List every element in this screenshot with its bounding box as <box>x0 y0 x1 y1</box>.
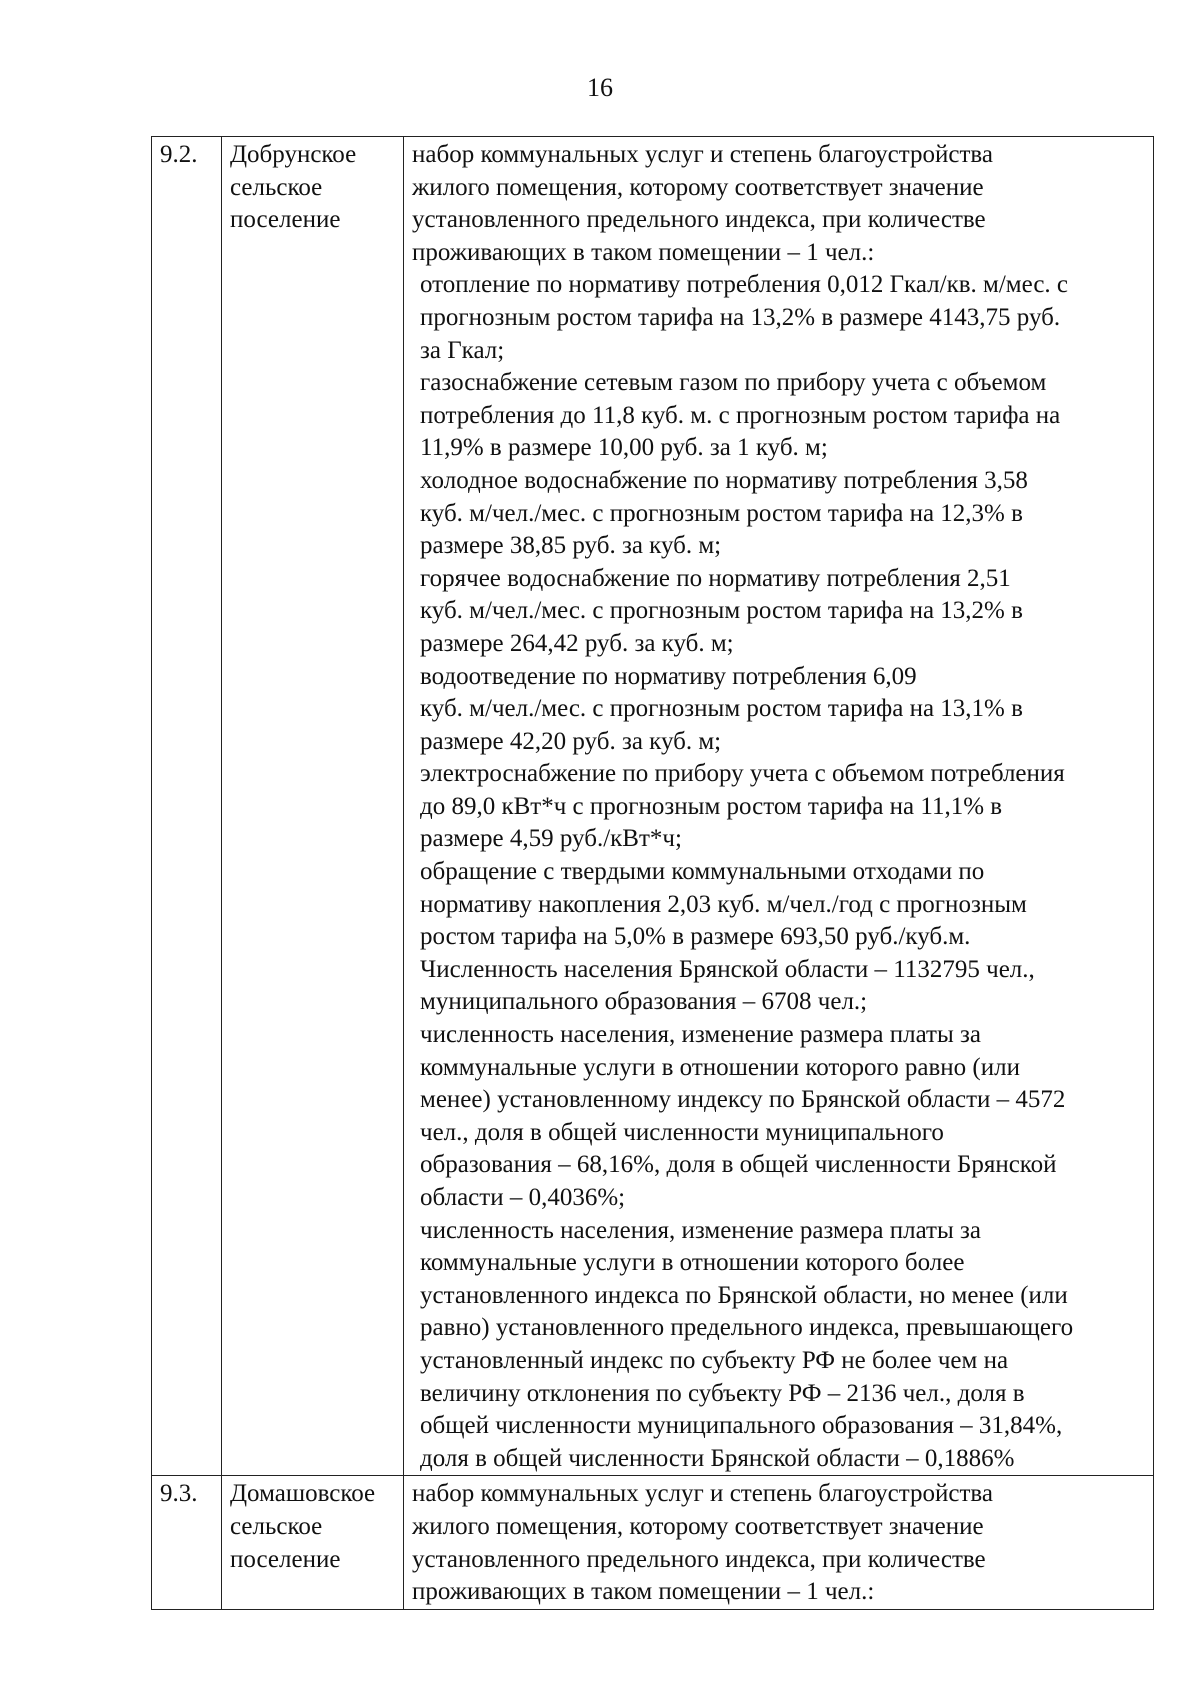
description-line: образования – 68,16%, доля в общей численности Брянской <box>420 1151 1057 1179</box>
description-line: равно) установленного предельного индекса, превышающего <box>420 1314 1074 1342</box>
description-line: установленный индекс по субъекту РФ не более чем на <box>420 1346 1009 1374</box>
description-line: потребления до 11,8 куб. м. с прогнозным ростом тарифа на <box>420 401 1061 429</box>
description-line: муниципального образования – 6708 чел.; <box>420 988 868 1016</box>
description-item <box>412 269 1145 367</box>
description-line: численность населения, изменение размера платы за <box>420 1216 981 1244</box>
description-item <box>412 856 1145 954</box>
description-line: области – 0,4036%; <box>420 1184 626 1211</box>
description-line: набор коммунальных услуг и степень благоустройства <box>412 141 993 168</box>
description-line: до 89,0 кВт*ч с прогнозным ростом тарифа на 11,1% в <box>420 792 1003 820</box>
settlement-name-cell <box>222 1476 404 1609</box>
table-body <box>152 137 1154 1610</box>
description-item <box>412 661 1145 759</box>
description-line: размере 42,20 руб. за куб. м; <box>420 727 722 755</box>
settlement-name-line: сельское <box>230 173 323 201</box>
description-line: проживающих в таком помещении – 1 чел.: <box>412 1578 875 1606</box>
description-item <box>412 758 1145 856</box>
row-number: 9.3. <box>160 1480 198 1508</box>
description-line: за Гкал; <box>420 336 505 364</box>
description-line: куб. м/чел./мес. с прогнозным ростом тарифа на 13,2% в <box>420 597 1023 625</box>
settlement-name-line: Добрунское <box>230 141 357 168</box>
settlement-name-cell <box>222 137 404 1476</box>
description-line: куб. м/чел./мес. с прогнозным ростом тарифа на 13,1% в <box>420 695 1023 723</box>
table-row <box>152 137 1154 1476</box>
settlements-table <box>151 136 1154 1610</box>
description-line: общей численности муниципального образования – 31,84%, <box>420 1412 1063 1440</box>
description-line: жилого помещения, которому соответствует значение <box>412 173 984 201</box>
description-line: жилого помещения, которому соответствует значение <box>412 1512 984 1540</box>
settlement-name-line: поселение <box>230 1545 341 1573</box>
description-line: прогнозным ростом тарифа на 13,2% в размере 4143,75 руб. <box>420 303 1061 331</box>
row-number-cell <box>152 137 222 1476</box>
description-line: размере 264,42 руб. за куб. м; <box>420 629 734 657</box>
description-intro <box>412 1478 1145 1608</box>
row-number: 9.2. <box>160 141 198 168</box>
description-line: Численность населения Брянской области – 1132795 чел., <box>420 955 1035 983</box>
description-line: размере 4,59 руб./кВт*ч; <box>420 825 682 853</box>
description-line: нормативу накопления 2,03 куб. м/чел./год с прогнозным <box>420 890 1027 918</box>
description-cell <box>404 1476 1154 1609</box>
description-line: величину отклонения по субъекту РФ – 2136 чел., доля в <box>420 1379 1025 1407</box>
description-intro <box>412 139 1145 269</box>
description-line: коммунальные услуги в отношении которого равно (или <box>420 1053 1020 1081</box>
description-line: установленного предельного индекса, при количестве <box>412 1545 986 1573</box>
description-line: размере 38,85 руб. за куб. м; <box>420 532 722 560</box>
description-line: горячее водоснабжение по нормативу потребления 2,51 <box>420 564 1011 592</box>
row-number-cell <box>152 1476 222 1609</box>
description-cell <box>404 137 1154 1476</box>
description-item <box>412 1019 1145 1215</box>
description-line: обращение с твердыми коммунальными отходами по <box>420 858 985 886</box>
description-line: установленного предельного индекса, при количестве <box>412 206 986 234</box>
description-line: установленного индекса по Брянской области, но менее (или <box>420 1281 1068 1309</box>
table-row <box>152 1476 1154 1609</box>
description-line: водоотведение по нормативу потребления 6,09 <box>420 662 917 690</box>
page-number: 16 <box>587 73 613 102</box>
settlement-name-line: сельское <box>230 1512 323 1540</box>
description-line: проживающих в таком помещении – 1 чел.: <box>412 238 875 266</box>
description-line: газоснабжение сетевым газом по прибору учета с объемом <box>420 369 1047 397</box>
description-item <box>412 563 1145 661</box>
description-item <box>412 954 1145 1019</box>
description-line: менее) установленному индексу по Брянской области – 4572 <box>420 1086 1066 1114</box>
description-item <box>412 465 1145 563</box>
description-line: набор коммунальных услуг и степень благоустройства <box>412 1480 993 1508</box>
description-line: чел., доля в общей численности муниципального <box>420 1118 944 1146</box>
description-item <box>412 1215 1145 1476</box>
description-item <box>412 367 1145 465</box>
description-line: холодное водоснабжение по нормативу потребления 3,58 <box>420 466 1028 494</box>
description-line: отопление по нормативу потребления 0,012 Гкал/кв. м/мес. с <box>420 271 1069 299</box>
settlement-name-line: поселение <box>230 206 341 234</box>
description-line: 11,9% в размере 10,00 руб. за 1 куб. м; <box>420 434 828 462</box>
description-line: коммунальные услуги в отношении которого более <box>420 1249 965 1277</box>
description-line: численность населения, изменение размера платы за <box>420 1021 981 1049</box>
settlement-name-line: Домашовское <box>230 1480 376 1508</box>
description-line: электроснабжение по прибору учета с объемом потребления <box>420 760 1065 788</box>
description-line: доля в общей численности Брянской области – 0,1886% <box>420 1444 1015 1472</box>
description-line: куб. м/чел./мес. с прогнозным ростом тарифа на 12,3% в <box>420 499 1023 527</box>
description-line: ростом тарифа на 5,0% в размере 693,50 руб./куб.м. <box>420 923 971 951</box>
